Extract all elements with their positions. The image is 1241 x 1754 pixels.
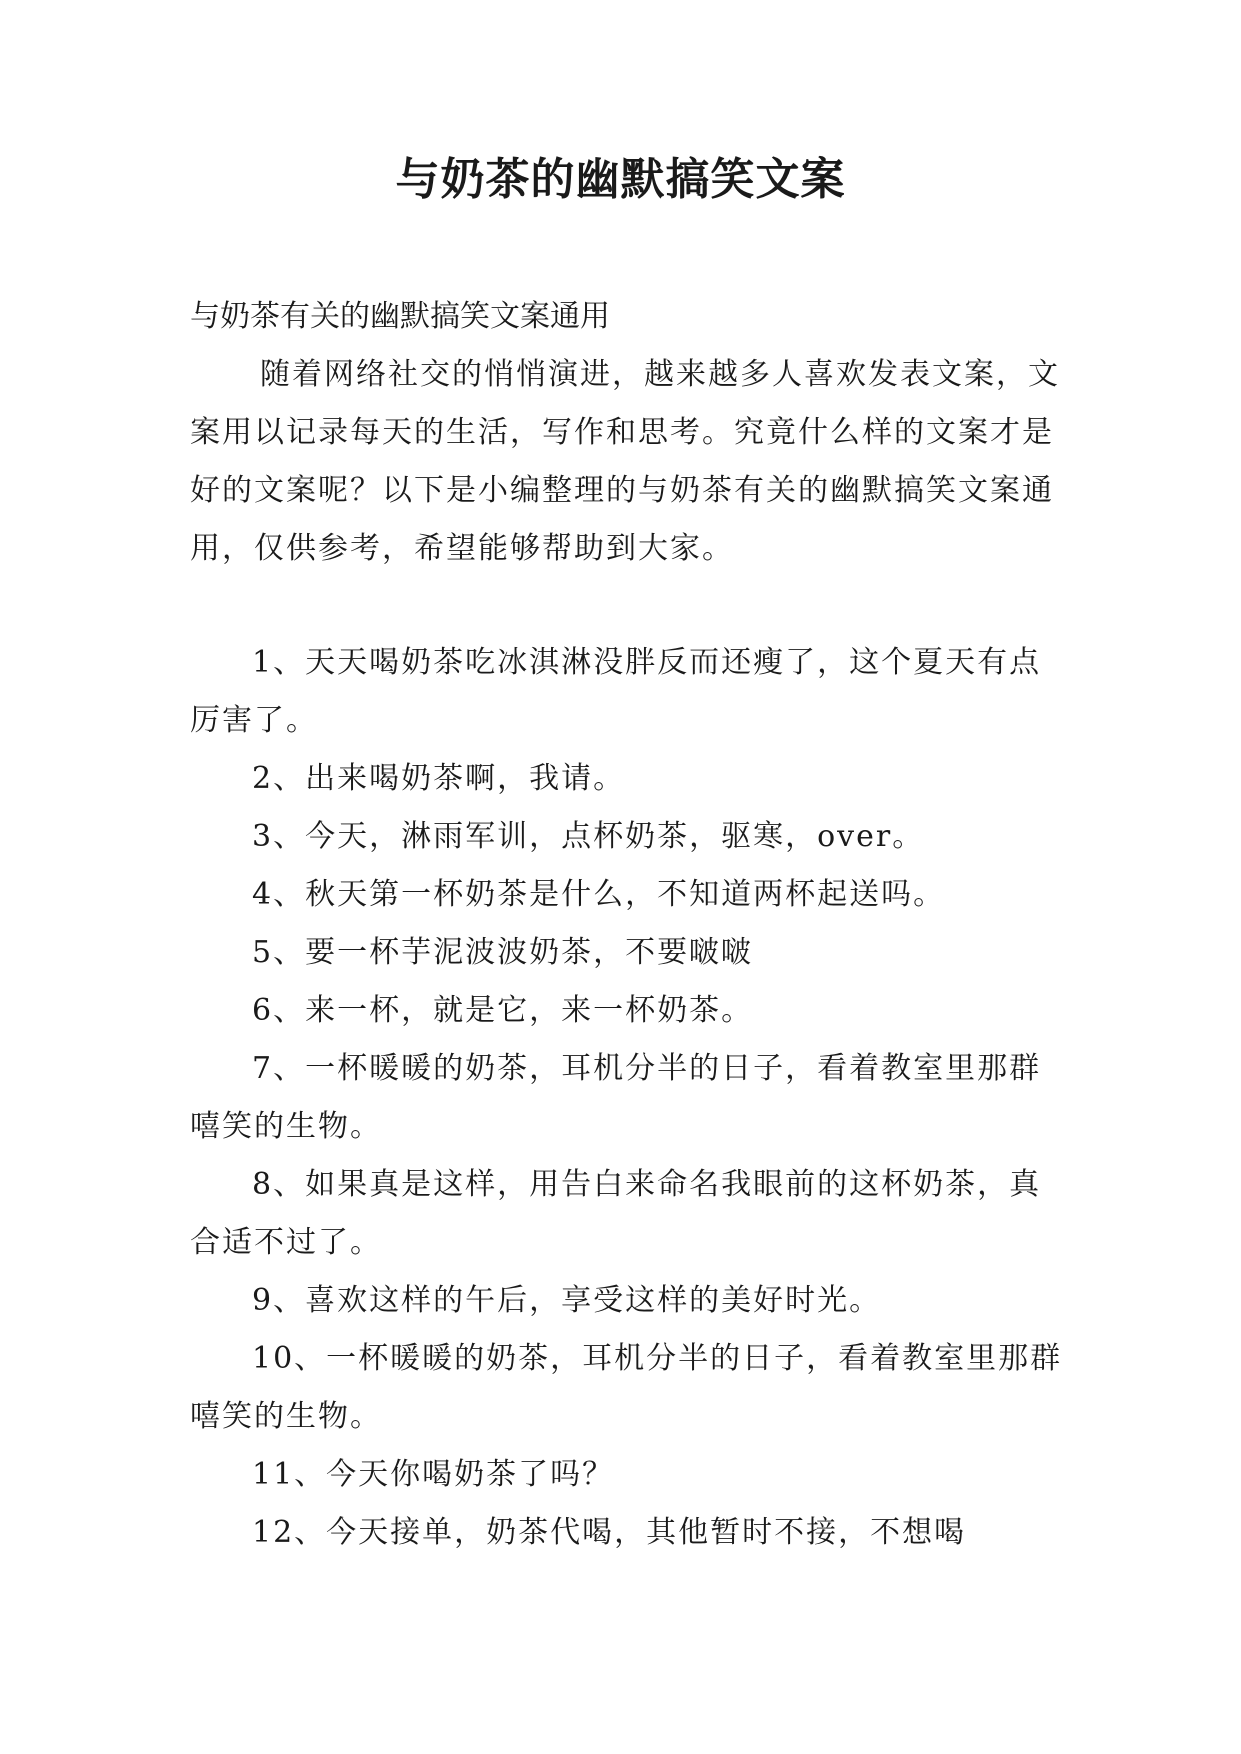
document-subtitle: 与奶茶有关的幽默搞笑文案通用 bbox=[190, 299, 610, 334]
list-item: 3、今天，淋雨军训，点杯奶茶，驱寒，over。 bbox=[252, 819, 925, 854]
list-item: 12、今天接单，奶茶代喝，其他暂时不接，不想喝 bbox=[252, 1515, 967, 1550]
copy-list bbox=[190, 634, 1070, 1562]
list-item: 8、如果真是这样，用告白来命名我眼前的这杯奶茶，真合适不过了。 bbox=[190, 1167, 1042, 1260]
list-item: 11、今天你喝奶茶了吗？ bbox=[252, 1457, 615, 1492]
list-item: 1、天天喝奶茶吃冰淇淋没胖反而还瘦了，这个夏天有点厉害了。 bbox=[190, 645, 1042, 738]
intro-paragraph: 随着网络社交的悄悄演进，越来越多人喜欢发表文案，文案用以记录每天的生活，写作和思考。究竟什么样的文案才是好的文案呢？以下是小编整理的与奶茶有关的幽默搞笑文案通用，仅供参考，希望能够帮助到大家。 bbox=[190, 357, 1060, 566]
list-item: 4、秋天第一杯奶茶是什么，不知道两杯起送吗。 bbox=[252, 877, 946, 912]
list-item: 9、喜欢这样的午后，享受这样的美好时光。 bbox=[252, 1283, 882, 1318]
list-item: 10、一杯暖暖的奶茶，耳机分半的日子，看着教室里那群嘻笑的生物。 bbox=[190, 1341, 1063, 1434]
list-item: 2、出来喝奶茶啊，我请。 bbox=[252, 761, 626, 796]
document-title: 与奶茶的幽默搞笑文案 bbox=[395, 154, 846, 205]
list-item: 7、一杯暖暖的奶茶，耳机分半的日子，看着教室里那群嘻笑的生物。 bbox=[190, 1051, 1042, 1144]
document-body bbox=[190, 288, 1070, 1562]
paragraph-spacer bbox=[190, 578, 1070, 634]
list-item: 5、要一杯芋泥波波奶茶，不要啵啵 bbox=[252, 935, 754, 970]
list-item: 6、来一杯，就是它，来一杯奶茶。 bbox=[252, 993, 754, 1028]
